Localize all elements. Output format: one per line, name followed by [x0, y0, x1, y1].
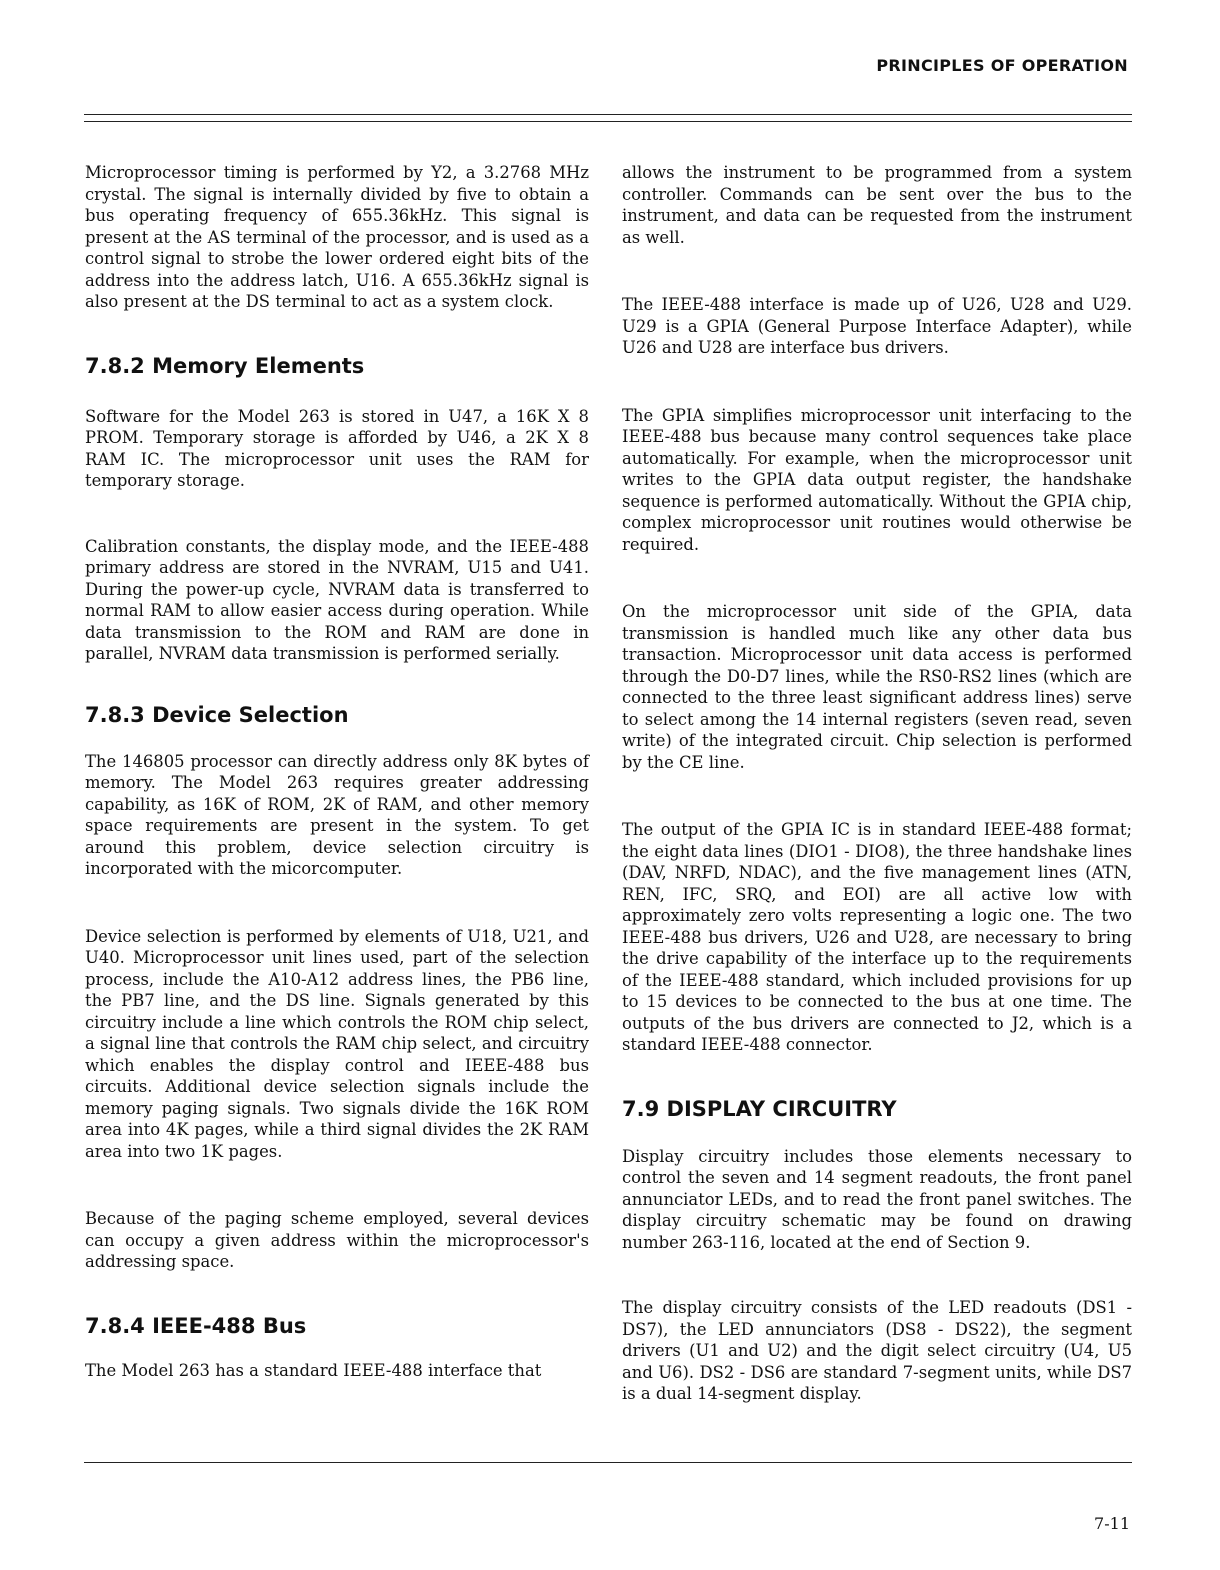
left-column — [85, 162, 589, 1381]
header-rule — [84, 114, 1132, 115]
paragraph-gpia: The GPIA simplifies microprocessor unit interfacing to the IEEE-488 bus because many control sequences take place automatically. For example, when the microprocessor unit writes to the GPIA data output register, the handshake sequence is performed automatically. Without the GPIA chip, complex microprocessor unit routines would otherwise be required. — [622, 405, 1132, 554]
paragraph-display-components: The display circuitry consists of the LED readouts (DS1 - DS7), the LED annunciators (DS8 - DS22), the segment drivers (U1 and U2) and the digit select circuitry (U4, U5 and U6). DS2 - DS6 are standard 7-segment units, while DS7 is a dual 14-segment display. — [622, 1298, 1132, 1403]
paragraph-paging: Because of the paging scheme employed, several devices can occupy a given address within the microprocessor's addressing space. — [85, 1209, 589, 1271]
paragraph-display-elements: Display circuitry includes those elements necessary to control the seven and 14 segment readouts, the front panel annunciator LEDs, and to read the front panel switches. The display circuitry schematic may be found on drawing number 263-116, located at the end of Section 9. — [622, 1146, 1132, 1252]
paragraph-calibration: Calibration constants, the display mode, and the IEEE-488 primary address are stored in the NVRAM, U15 and U41. During the power-up cycle, NVRAM data is transferred to normal RAM to allow easier access during operation. While data transmission to the ROM and RAM are done in parallel, NVRAM data transmission is performed serially. — [85, 536, 589, 663]
heading-device-selection: 7.8.3 Device Selection — [85, 702, 349, 727]
paragraph-addressing: The 146805 processor can directly address only 8K bytes of memory. The Model 263 requires greater addressing capability, as 16K of ROM, 2K of RAM, and other memory space requirements are present in the system. To get around this problem, device selection circuitry is incorporated with the micorcomputer. — [85, 751, 589, 878]
paragraph-timing: Microprocessor timing is performed by Y2, a 3.2768 MHz crystal. The signal is internally divided by five to obtain a bus operating frequency of 655.36kHz. This signal is present at the AS terminal of the processor, and is used as a control signal to strobe the lower ordered eight bits of the address into the address latch, U16. A 655.36kHz signal is also present at the DS terminal to act as a system clock. — [85, 163, 589, 311]
running-header: PRINCIPLES OF OPERATION — [876, 56, 1128, 75]
paragraph-gpia-bus-side: On the microprocessor unit side of the GPIA, data transmission is handled much like any other data bus transaction. Microprocessor unit data access is performed through the D0-D7 lines, while the RS0-RS2 lines (which are connected to the three least significant address lines) serve to select among the 14 internal registers (seven read, seven write) of the integrated circuit. Chip selection is performed by the CE line. — [622, 602, 1132, 772]
paragraph-ieee-interface: The Model 263 has a standard IEEE-488 interface that — [85, 1360, 542, 1380]
header-rule-secondary — [84, 121, 1132, 122]
paragraph-controller: allows the instrument to be programmed from a system controller. Commands can be sent over the bus to the instrument, and data can be requested from the instrument as well. — [622, 163, 1132, 247]
page-number: 7-11 — [1094, 1514, 1130, 1533]
paragraph-ieee-components: The IEEE-488 interface is made up of U26, U28 and U29. U29 is a GPIA (General Purpose Interface Adapter), while U26 and U28 are interface bus drivers. — [622, 295, 1132, 357]
paragraph-software-storage: Software for the Model 263 is stored in U47, a 16K X 8 PROM. Temporary storage is afforded by U46, a 2K X 8 RAM IC. The microprocessor unit uses the RAM for temporary storage. — [85, 406, 589, 490]
paragraph-device-selection: Device selection is performed by elements of U18, U21, and U40. Microprocessor unit lines used, part of the selection process, include the A10-A12 address lines, the PB6 line, the PB7 line, and the DS line. Signals generated by this circuitry include a line which controls the ROM chip select, a signal line that controls the RAM chip select, and circuitry which enables the display control and IEEE-488 bus circuits. Additional device selection signals include the memory paging signals. Two signals divide the 16K ROM area into 4K pages, while a third signal divides the 2K RAM area into two 1K pages. — [85, 926, 589, 1161]
heading-memory-elements: 7.8.2 Memory Elements — [85, 353, 365, 378]
paragraph-gpia-output: The output of the GPIA IC is in standard IEEE-488 format; the eight data lines (DIO1 - DIO8), the three handshake lines (DAV, NRFD, NDAC), and the five management lines (ATN, REN, IFC, SRQ, and EOI) are all active low with approximately zero volts representing a logic one. The two IEEE-488 bus drivers, U26 and U28, are necessary to bring the drive capability of the interface up to the requirements of the IEEE-488 standard, which included provisions for up to 15 devices to be connected to the bus at one time. The outputs of the bus drivers are connected to J2, which is a standard IEEE-488 connector. — [622, 820, 1132, 1054]
right-column — [622, 162, 1132, 1405]
footer-rule — [84, 1462, 1132, 1463]
heading-display-circuitry: 7.9 DISPLAY CIRCUITRY — [622, 1096, 897, 1121]
heading-ieee-488-bus: 7.8.4 IEEE-488 Bus — [85, 1313, 307, 1338]
